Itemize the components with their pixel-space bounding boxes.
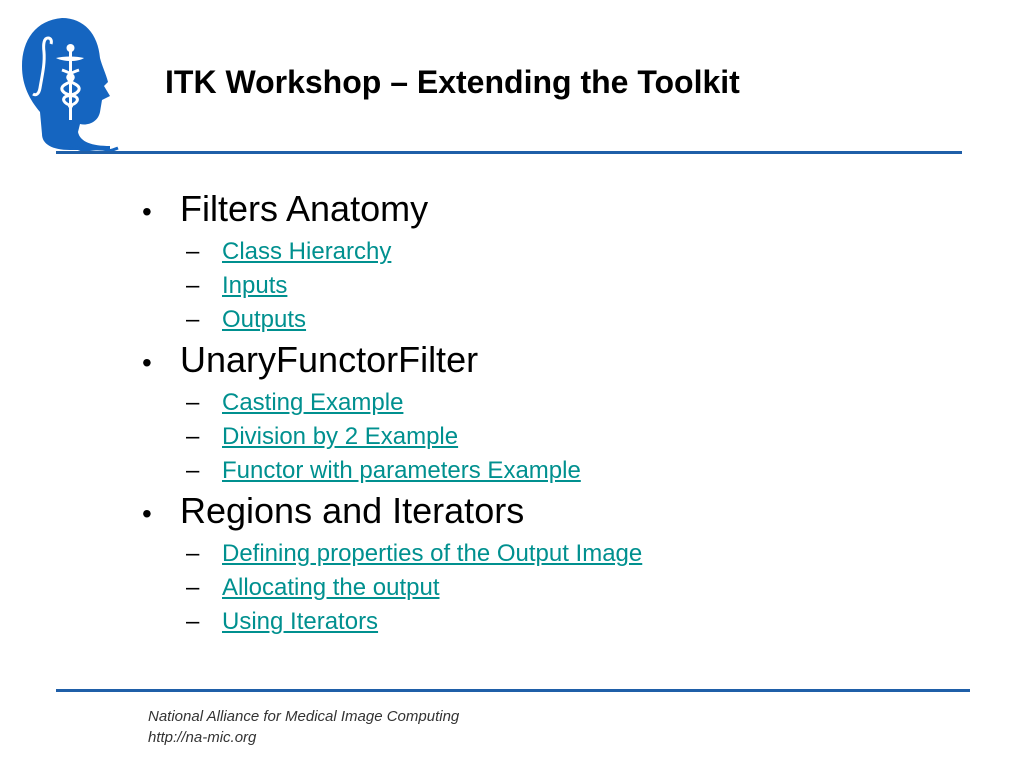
dash-icon: – <box>186 306 200 333</box>
link-output-image-properties[interactable]: Defining properties of the Output Image <box>222 540 643 567</box>
bullet-dot-icon: • <box>142 196 152 227</box>
header-divider <box>56 151 962 154</box>
link-functor-parameters-example[interactable]: Functor with parameters Example <box>222 457 581 484</box>
link-inputs[interactable]: Inputs <box>222 272 288 299</box>
footer-url: http://na-mic.org <box>148 729 257 746</box>
subitem <box>186 537 980 571</box>
link-using-iterators[interactable]: Using Iterators <box>222 608 379 635</box>
subitem <box>186 571 980 605</box>
outline-section <box>140 337 980 488</box>
footer-divider <box>56 689 970 692</box>
outline-section <box>140 186 980 337</box>
bullet-label: Filters Anatomy <box>180 188 429 229</box>
footer <box>148 706 459 748</box>
link-division-example[interactable]: Division by 2 Example <box>222 423 459 450</box>
link-allocating-output[interactable]: Allocating the output <box>222 574 440 601</box>
namic-logo-icon <box>18 16 122 156</box>
subitem <box>186 454 980 488</box>
subitem <box>186 386 980 420</box>
bullet-item <box>140 488 980 537</box>
bullet-label: Regions and Iterators <box>180 490 525 531</box>
dash-icon: – <box>186 540 200 567</box>
dash-icon: – <box>186 238 200 265</box>
slide-title: ITK Workshop – Extending the Toolkit <box>165 64 740 100</box>
subitem <box>186 269 980 303</box>
outline-section <box>140 488 980 639</box>
link-outputs[interactable]: Outputs <box>222 306 307 333</box>
dash-icon: – <box>186 574 200 601</box>
dash-icon: – <box>186 389 200 416</box>
link-class-hierarchy[interactable]: Class Hierarchy <box>222 238 392 265</box>
bullet-dot-icon: • <box>142 498 152 529</box>
footer-org: National Alliance for Medical Image Computing <box>148 708 460 725</box>
dash-icon: – <box>186 272 200 299</box>
bullet-dot-icon: • <box>142 347 152 378</box>
link-casting-example[interactable]: Casting Example <box>222 389 404 416</box>
outline-list <box>140 186 980 639</box>
dash-icon: – <box>186 457 200 484</box>
dash-icon: – <box>186 423 200 450</box>
bullet-item <box>140 186 980 235</box>
dash-icon: – <box>186 608 200 635</box>
subitem <box>186 605 980 639</box>
subitem <box>186 303 980 337</box>
bullet-label: UnaryFunctorFilter <box>180 339 479 380</box>
bullet-item <box>140 337 980 386</box>
subitem <box>186 420 980 454</box>
subitem <box>186 235 980 269</box>
